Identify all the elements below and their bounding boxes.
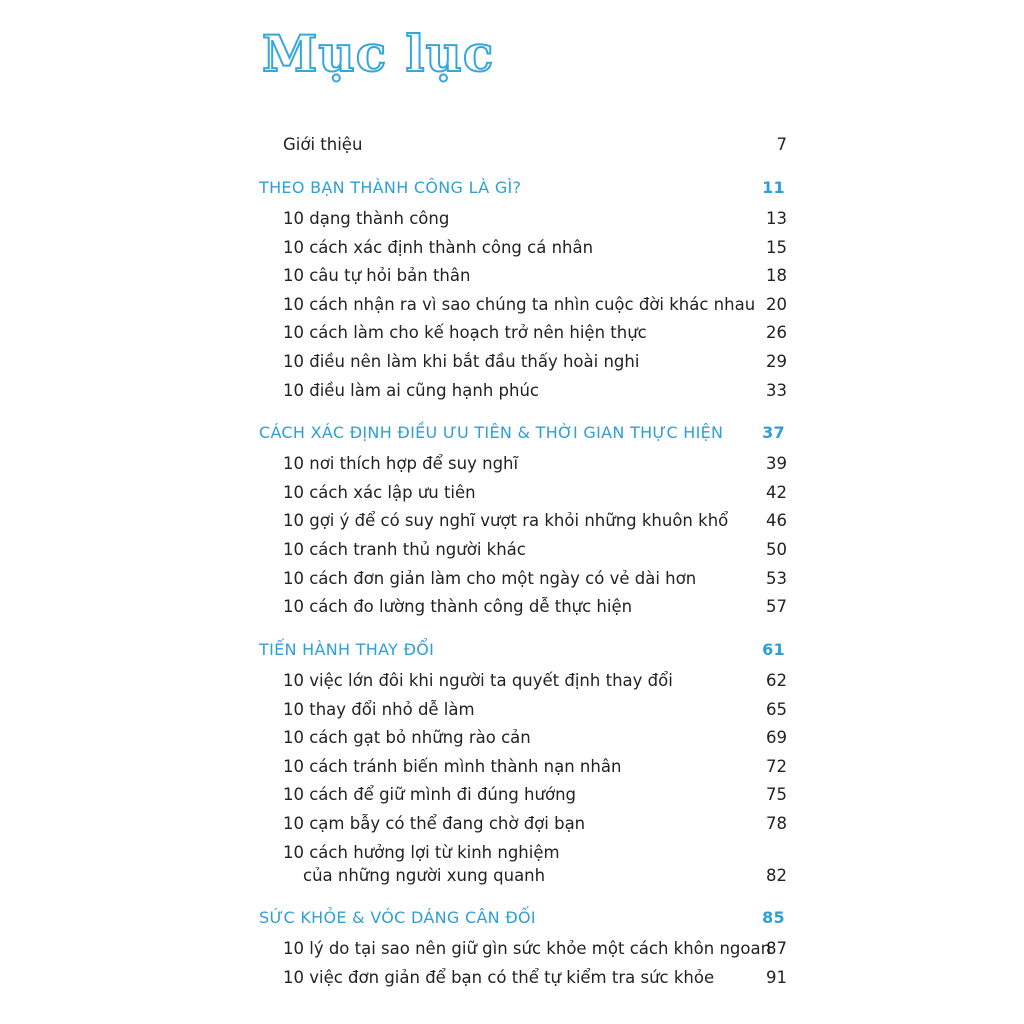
entry-title: 10 nơi thích hợp để suy nghĩ (283, 454, 519, 473)
entry-title: 10 việc đơn giản để bạn có thể tự kiểm tra sức khỏe (283, 968, 715, 987)
entry-page-number: 87 (766, 939, 787, 958)
toc-chapter-heading[interactable] (259, 422, 785, 446)
entry-title: 10 cách nhận ra vì sao chúng ta nhìn cuộc đời khác nhau (283, 295, 756, 314)
entry-page-number: 50 (766, 540, 787, 559)
entry-page-number: 29 (766, 352, 787, 371)
toc-entry[interactable] (283, 294, 787, 316)
entry-title: 10 cách xác lập ưu tiên (283, 483, 476, 502)
entry-title: 10 cạm bẫy có thể đang chờ đợi bạn (283, 814, 586, 833)
entry-page-number: 13 (766, 209, 787, 228)
entry-page-number: 42 (766, 483, 787, 502)
entry-title: 10 cách hưởng lợi từ kinh nghiệm (283, 843, 560, 862)
entry-page-number: 57 (766, 597, 787, 616)
entry-title: 10 cách để giữ mình đi đúng hướng (283, 785, 576, 804)
toc-entry[interactable] (283, 813, 787, 835)
entry-title: 10 gợi ý để có suy nghĩ vượt ra khỏi những khuôn khổ (283, 511, 729, 530)
entry-title: 10 cách làm cho kế hoạch trở nên hiện thực (283, 323, 647, 342)
page-title: Mục lục (262, 24, 495, 83)
entry-title: 10 cách tranh thủ người khác (283, 540, 526, 559)
entry-page-number: 20 (766, 295, 787, 314)
chapter-title: CÁCH XÁC ĐỊNH ĐIỀU ƯU TIÊN & THỜI GIAN THỰC HIỆN (259, 423, 724, 442)
toc-chapter-heading[interactable] (259, 639, 785, 663)
toc-entry[interactable] (283, 596, 787, 618)
toc-entry[interactable] (283, 842, 787, 888)
entry-title: 10 điều làm ai cũng hạnh phúc (283, 381, 539, 400)
entry-title: 10 cách xác định thành công cá nhân (283, 238, 594, 257)
toc-entry[interactable] (283, 784, 787, 806)
chapter-title: THEO BẠN THÀNH CÔNG LÀ GÌ? (259, 178, 522, 197)
toc-entry[interactable] (283, 265, 787, 287)
entry-page-number: 15 (766, 238, 787, 257)
entry-page-number: 82 (766, 866, 787, 885)
toc-entry[interactable] (283, 453, 787, 475)
toc-chapter-heading[interactable] (259, 907, 785, 931)
entry-page-number: 18 (766, 266, 787, 285)
entry-title: Giới thiệu (283, 135, 363, 154)
entry-page-number: 69 (766, 728, 787, 747)
toc-entry[interactable] (283, 208, 787, 230)
toc-entry[interactable] (283, 351, 787, 373)
entry-page-number: 26 (766, 323, 787, 342)
toc-entry[interactable] (283, 510, 787, 532)
entry-title: 10 câu tự hỏi bản thân (283, 266, 471, 285)
toc-entry[interactable] (283, 568, 787, 590)
toc-entry[interactable] (283, 237, 787, 259)
toc-entry[interactable] (283, 756, 787, 778)
entry-page-number: 75 (766, 785, 787, 804)
entry-title: 10 thay đổi nhỏ dễ làm (283, 700, 475, 719)
entry-title: 10 dạng thành công (283, 209, 450, 228)
entry-page-number: 39 (766, 454, 787, 473)
toc-entry[interactable] (283, 134, 787, 156)
entry-page-number: 46 (766, 511, 787, 530)
entry-page-number: 62 (766, 671, 787, 690)
entry-title: 10 việc lớn đôi khi người ta quyết định thay đổi (283, 671, 673, 690)
chapter-page-number: 37 (762, 423, 785, 442)
toc-chapter-heading[interactable] (259, 177, 785, 201)
entry-page-number: 53 (766, 569, 787, 588)
toc-entry[interactable] (283, 670, 787, 692)
chapter-page-number: 85 (762, 908, 785, 927)
entry-page-number: 72 (766, 757, 787, 776)
entry-title: 10 lý do tại sao nên giữ gìn sức khỏe một cách khôn ngoan (283, 939, 772, 958)
chapter-title: TIẾN HÀNH THAY ĐỔI (259, 640, 435, 659)
toc-entry[interactable] (283, 967, 787, 989)
entry-page-number: 91 (766, 968, 787, 987)
entry-title: 10 cách đơn giản làm cho một ngày có vẻ dài hơn (283, 569, 697, 588)
chapter-page-number: 61 (762, 640, 785, 659)
chapter-title: SỨC KHỎE & VÓC DÁNG CÂN ĐỐI (259, 908, 536, 927)
entry-page-number: 78 (766, 814, 787, 833)
toc-entry[interactable] (283, 380, 787, 402)
toc-entry[interactable] (283, 938, 787, 960)
entry-title: 10 cách gạt bỏ những rào cản (283, 728, 531, 747)
toc-entry[interactable] (283, 322, 787, 344)
entry-title: 10 cách tránh biến mình thành nạn nhân (283, 757, 622, 776)
entry-page-number: 33 (766, 381, 787, 400)
entry-title-continued: của những người xung quanh (303, 866, 546, 885)
toc-entry[interactable] (283, 699, 787, 721)
entry-title: 10 điều nên làm khi bắt đầu thấy hoài nghi (283, 352, 640, 371)
entry-page-number: 65 (766, 700, 787, 719)
entry-page-number: 7 (776, 135, 787, 154)
toc-entry[interactable] (283, 727, 787, 749)
toc-entry[interactable] (283, 539, 787, 561)
entry-title: 10 cách đo lường thành công dễ thực hiện (283, 597, 633, 616)
toc-entry[interactable] (283, 482, 787, 504)
chapter-page-number: 11 (762, 178, 785, 197)
